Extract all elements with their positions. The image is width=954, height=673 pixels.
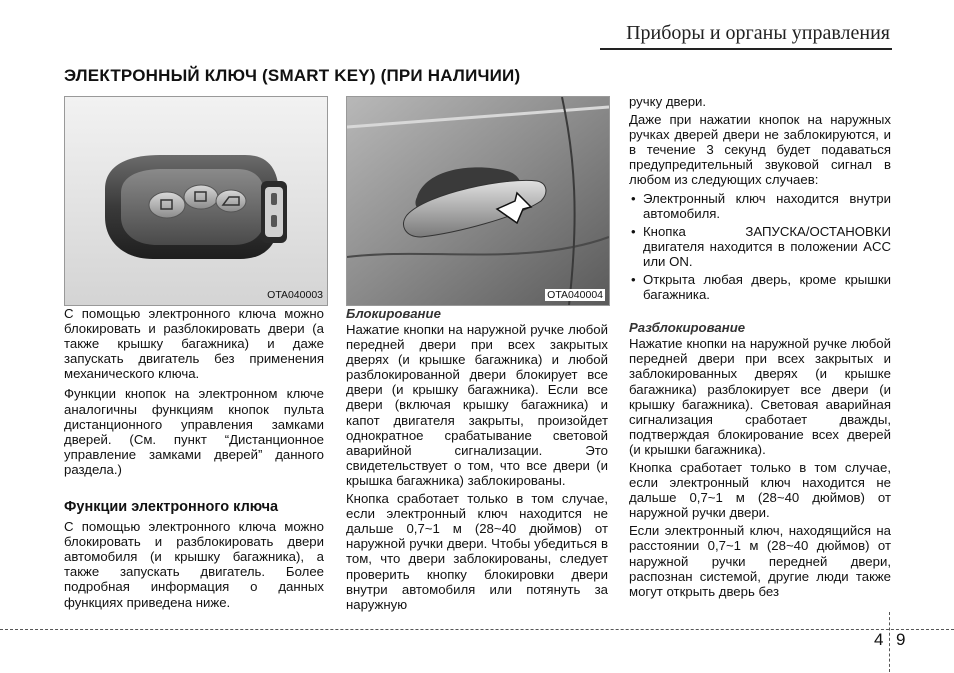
warning-paragraph: Даже при нажатии кнопок на наружных ручках дверей двери не заблокируются, и в течение 3 секунд будет подаваться предупредительный звуковой сигнал в любом из следующих случаев: [629,112,891,188]
buttons-function-paragraph: Функции кнопок на электронном ключе аналогичны функциям кнопок пульта дистанционного управления замками дверей. (См. пункт “Дистанционное управление замками дверей” данного раздела.) [64,386,324,477]
unlocking-paragraph: Нажатие кнопки на наружной ручке любой передней двери при всех закрытых и заблокированных дверях (и крышке багажника) разблокирует все двери (и крышку багажника). Световая аварийная сигнализация сработает дважды, подтверждая блокирование всех дверей (и крышки багажника). [629,336,891,457]
detection-paragraph: Если электронный ключ, находящийся на расстоянии 0,7~1 м (28~40 дюймов) от наружной ручки передней двери, распознан системой, другие люди также могут открыть дверь без [629,523,891,599]
page-number-divider [889,612,890,672]
locking-range-paragraph: Кнопка сработает только в том случае, если электронный ключ находится не дальше 0,7~1 м (28~40 дюймов) от наружной ручки двери. Чтобы убедиться в том, что двери заблокированы, следует проверить кнопку блокировки двери внутри автомобиля или потянуть за наружную [346,491,608,612]
unlocking-range-paragraph: Кнопка сработает только в том случае, если электронный ключ находится не дальше 0,7~1 м (28~40 дюймов) от наружной ручки двери. [629,459,891,521]
running-header-title: Приборы и органы управления [626,22,890,44]
door-handle-illustration [347,97,609,305]
left-column [64,306,324,610]
footer-dashed-rule [0,629,954,630]
unlocking-heading: Разблокирование [629,320,746,336]
bullet-mark: • [631,272,636,288]
continued-paragraph: ручку двери. [629,94,707,109]
locking-heading: Блокирование [346,306,441,321]
intro-paragraph: С помощью электронного ключа можно блокировать и разблокировать двери (а также крышку багажника) и даже запускать двигатель без применения механического ключа. [64,306,324,382]
bullet-mark: • [631,223,636,239]
smart-key-figure [64,96,328,306]
bullet-mark: • [631,190,636,206]
door-handle-figure [346,96,610,306]
list-item: • Электронный ключ находится внутри автомобиля. [631,190,891,221]
functions-heading: Функции электронного ключа [64,499,279,516]
figure-code-door: OTA040004 [547,289,603,301]
functions-paragraph: С помощью электронного ключа можно блокировать и разблокировать двери автомобиля (и крышку багажника), а также запускать двигатель. Более подробная информация о данных функциях приведена ниже. [64,519,324,610]
smart-key-illustration [65,97,327,305]
locking-paragraph: Нажатие кнопки на наружной ручке любой передней двери при всех закрытых дверях (и крышке багажника) и любой разблокированной двери блокирует все двери (и крышку багажника). Если все двери (включая крышку багажника) и капот двигателя закрыты, произойдет однократное срабатывание световой аварийной сигнализации. Это свидетельствует о том, что все двери (и крышка багажника) заблокированы. [346,322,608,488]
warning-conditions-list [629,191,891,303]
middle-column [346,306,608,612]
list-item: • Кнопка ЗАПУСКА/ОСТАНОВКИ двигателя находится в положении ACC или ON. [631,223,891,269]
section-title: ЭЛЕКТРОННЫЙ КЛЮЧ (SMART KEY) (ПРИ НАЛИЧИИ) [64,66,521,85]
page-number: 9 [896,630,906,649]
figure-code-key: OTA040003 [267,289,323,301]
header-rule [600,48,892,50]
right-column [629,94,891,599]
list-item: • Открыта любая дверь, кроме крышки багажника. [631,272,891,303]
chapter-number: 4 [874,630,884,649]
